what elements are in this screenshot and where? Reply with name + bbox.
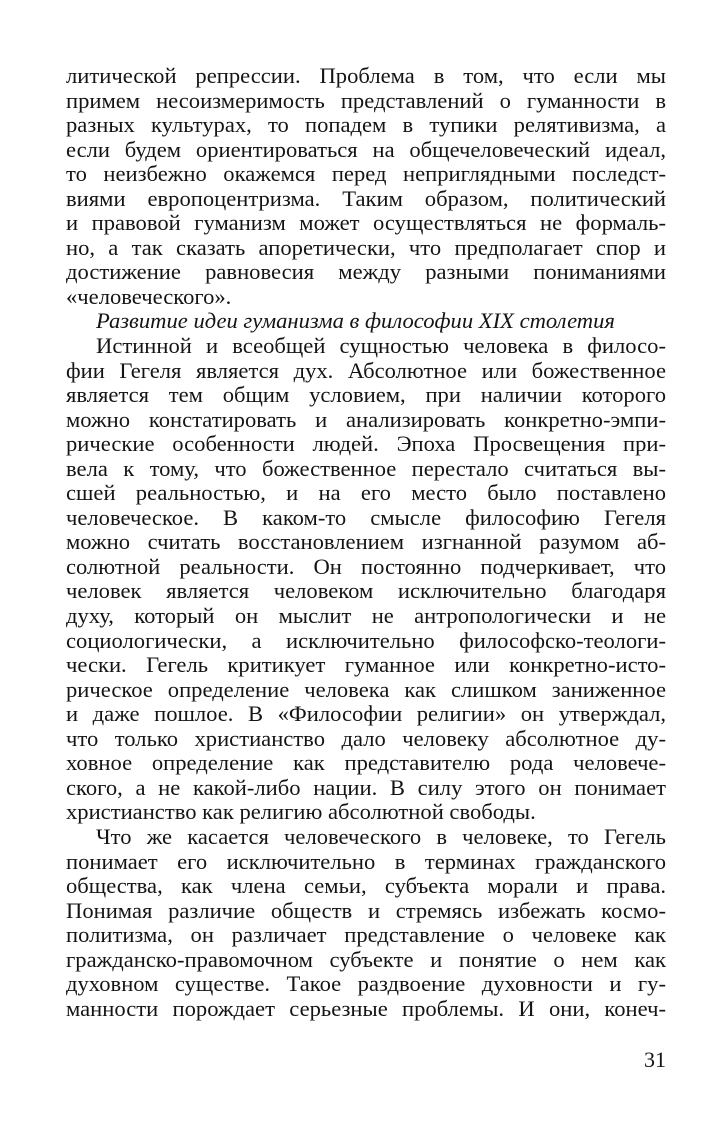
text-line: солютной реальности. Он постоянно подчеркивает, что bbox=[66, 553, 666, 579]
page-number: 31 bbox=[644, 1047, 666, 1072]
text-line: можно считать восстановлением изгнанной разумом аб- bbox=[66, 529, 666, 555]
text-line: манности порождает серьезные проблемы. И они, конеч- bbox=[66, 995, 666, 1021]
text-line: Понимая различие обществ и стремясь избежать космо- bbox=[66, 897, 666, 923]
text-line: духовном существе. Такое раздвоение духовности и гу- bbox=[66, 971, 666, 997]
text-line: вела к тому, что божественное перестало считаться вы- bbox=[66, 455, 666, 481]
text-line: что только христианство дало человеку абсолютное ду- bbox=[66, 725, 666, 751]
text-line: и даже пошлое. В «Философии религии» он утверждал, bbox=[66, 701, 666, 727]
text-line: является тем общим условием, при наличии которого bbox=[66, 382, 666, 408]
text-line: сшей реальностью, и на его место было поставлено bbox=[66, 480, 666, 506]
text-line: гражданско-правомочном субъекте и понятие о нем как bbox=[66, 946, 666, 972]
text-line: «человеческого». bbox=[66, 283, 232, 309]
text-line: литической репрессии. Проблема в том, что если мы bbox=[66, 63, 666, 88]
text-line: если будем ориентироваться на общечеловеческий идеал, bbox=[66, 136, 666, 162]
text-line: можно констатировать и анализировать конкретно-эмпи- bbox=[66, 406, 666, 432]
text-line: христианство как религию абсолютной свободы. bbox=[66, 799, 536, 825]
text-line: духу, который он мыслит не антропологически и не bbox=[66, 603, 666, 629]
text-line: чески. Гегель критикует гуманное или конкретно-исто- bbox=[66, 652, 666, 678]
text-line: общества, как члена семьи, субъекта морали и права. bbox=[66, 873, 666, 899]
text-line: понимает его исключительно в терминах гражданского bbox=[66, 848, 666, 874]
text-line: рическое определение человека как слишком заниженное bbox=[66, 676, 666, 702]
text-line: виями европоцентризма. Таким образом, политический bbox=[66, 185, 666, 211]
section-heading: Развитие идеи гуманизма в философии XIX столетия bbox=[96, 308, 615, 334]
text-line: социологически, а исключительно философско-теологи- bbox=[66, 627, 666, 653]
body-text bbox=[66, 64, 666, 1021]
text-line: фии Гегеля является дух. Абсолютное или божественное bbox=[66, 357, 666, 383]
text-line: рические особенности людей. Эпоха Просвещения при- bbox=[66, 431, 666, 457]
text-line: Что же касается человеческого в человеке, то Гегель bbox=[96, 823, 666, 849]
text-line: человеческое. В каком-то смысле философию Гегеля bbox=[66, 504, 666, 530]
text-line: человек является человеком исключительно благодаря bbox=[66, 578, 666, 604]
text-line: примем несоизмеримость представлений о гуманности в bbox=[66, 87, 666, 113]
text-line: политизма, он различает представление о человеке как bbox=[66, 922, 666, 948]
text-line: Истинной и всеобщей сущностью человека в филосо- bbox=[96, 333, 666, 359]
text-line: и правовой гуманизм может осуществляться не формаль- bbox=[66, 210, 666, 236]
text-line: ского, а не какой-либо нации. В силу этого он понимает bbox=[66, 774, 666, 800]
text-line: ховное определение как представителю рода человече- bbox=[66, 750, 666, 776]
text-line: но, а так сказать апоретически, что предполагает спор и bbox=[66, 234, 666, 260]
text-line: достижение равновесия между разными пониманиями bbox=[66, 259, 666, 285]
text-line: то неизбежно окажемся перед неприглядными последст- bbox=[66, 161, 666, 187]
text-line: разных культурах, то попадем в тупики релятивизма, а bbox=[66, 112, 666, 138]
